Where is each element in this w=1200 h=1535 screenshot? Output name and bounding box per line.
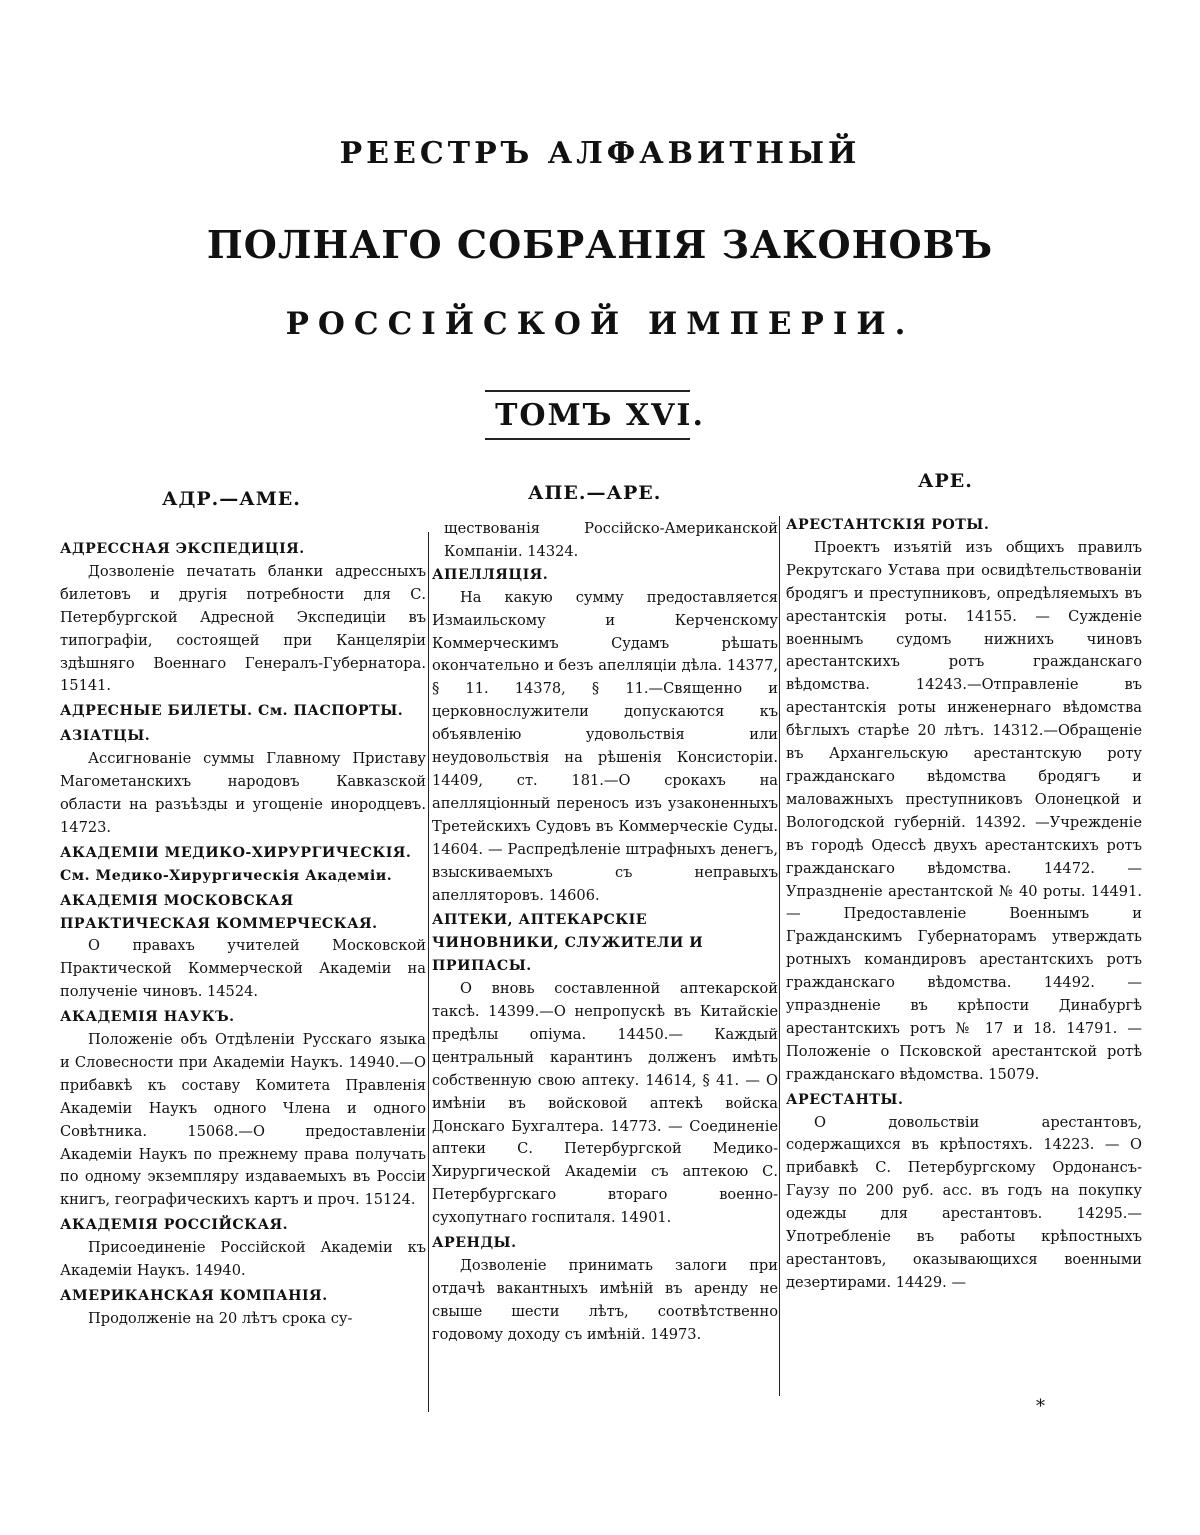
index-entry <box>60 1285 426 1331</box>
entry-body: Дозволеніе принимать залоги при отдачѣ вакантныхъ имѣній въ аренду не свыше шести лѣтъ, соотвѣтственно годовому доходу съ имѣній. 14973. <box>432 1257 778 1343</box>
entry-body: Положеніе объ Отдѣленіи Русскаго языка и Словесности при Академіи Наукъ. 14940.—О прибавкѣ къ составу Комитета Правленія Академіи Наукъ одного Члена и одного Совѣтника. 15068.—О предоставленіи Академіи Наукъ по прежнему права получать по одному экземпляру издаваемыхъ въ Россіи книгъ, географическихъ картъ и проч. 15124. <box>60 1031 426 1209</box>
index-entry <box>432 1232 778 1347</box>
tome-rule-top <box>485 390 690 392</box>
entry-heading: АКАДЕМІЯ РОССІЙСКАЯ. <box>60 1217 289 1234</box>
entry-heading: АРЕСТАНТЫ. <box>786 1091 904 1108</box>
entry-body: О довольствіи арестантовъ, содержащихся въ крѣпостяхъ. 14223. — О прибавкѣ С. Петербургскому Ордонансъ-Гаузу по 200 руб. асс. въ годъ на покупку одежды для арестантовъ. 14295.—Употребленіе въ работы крѣпостныхъ арестантовъ, оказывающихся военными дезертирами. 14429. — <box>786 1113 1142 1291</box>
entry-continuation: ществованія Россійско-Американской Компаніи. 14324. <box>444 520 778 560</box>
index-entry <box>60 725 426 840</box>
column-2-header: АПЕ.—АРЕ. <box>528 482 662 504</box>
index-entry <box>786 514 1142 1087</box>
index-entry <box>60 842 426 888</box>
entry-heading: АМЕРИКАНСКАЯ КОМПАНІЯ. <box>60 1288 328 1304</box>
entry-heading: АДРЕСНЫЕ БИЛЕТЫ. См. ПАСПОРТЫ. <box>60 703 404 720</box>
entry-body: Проектъ изъятій изъ общихъ правилъ Рекрутскаго Устава при освидѣтельствованіи бродягъ и преступниковъ, опредѣляемыхъ въ арестантскія роты. 14155. — Сужденіе военнымъ судомъ нижнихъ чиновъ арестантскихъ ротъ гражданскаго вѣдомства. 14243.—Отправленіе въ арестантскія роты инженернаго вѣдомства бѣглыхъ старѣе 20 лѣтъ. 14312.—Обращеніе въ Архангельскую арестантскую роту гражданскаго вѣдомства бродягъ и маловажныхъ преступниковъ Олонецкой и Вологодской губерній. 14392. —Учрежденіе въ городѣ Одессѣ двухъ арестантскихъ ротъ гражданскаго вѣдомства. 14472. — Упраздненіе арестантской № 40 роты. 14491. — Предоставленіе Военнымъ и Гражданскимъ Губернаторамъ утверждать ротныхъ командировъ арестантскихъ ротъ гражданскаго вѣдомства. 14492. — упраздненіе въ крѣпости Динабургѣ арестантскихъ ротъ № 17 и 18. 14791. —Положеніе о Псковской арестантской ротѣ гражданскаго вѣдомства. 15079. <box>786 538 1142 1083</box>
entry-body: Продолженіе на 20 лѣтъ срока су- <box>88 1309 353 1327</box>
entry-heading: АПТЕКИ, АПТЕКАРСКІЕ ЧИНОВНИКИ, СЛУЖИТЕЛИ И ПРИПАСЫ. <box>432 912 704 975</box>
entry-body: Ассигнованіе суммы Главному Приставу Магометанскихъ народовъ Кавказской области на разъѣзды и угощеніе инородцевъ. 14723. <box>60 750 426 836</box>
index-entry <box>60 700 426 723</box>
entry-heading: АРЕНДЫ. <box>432 1235 517 1252</box>
entry-heading: АКАДЕМІЯ НАУКЪ. <box>60 1009 235 1026</box>
column-2 <box>432 518 778 1349</box>
entry-heading: АКАДЕМІЯ МОСКОВСКАЯ ПРАКТИЧЕСКАЯ КОММЕРЧЕСКАЯ. <box>60 892 378 932</box>
entry-heading: АЗІАТЦЫ. <box>60 728 151 745</box>
entry-body: На какую сумму предоставляется Измаильскому и Керченскому Коммерческимъ Судамъ рѣшать окончательно и безъ апелляціи дѣла. 14377, § 11. 14378, § 11.—Священно и церковнослужители допускаются къ объявленію удовольствія или неудовольствія на рѣшенія Консисторіи. 14409, ст. 181.—О срокахъ на апелляціонный переносъ изъ узаконенныхъ Третейскихъ Судовъ въ Коммерческіе Суды. 14604. — Распредѣленіе штрафныхъ денегъ, взыскиваемыхъ съ неправыхъ апелляторовъ. 14606. <box>432 588 778 904</box>
entry-heading: АДРЕССНАЯ ЭКСПЕДИЦІЯ. <box>60 541 305 557</box>
entry-heading: АКАДЕМІИ МЕДИКО-ХИРУРГИЧЕСКІЯ. См. Медико-Хирургическія Академіи. <box>60 844 412 884</box>
index-entry <box>60 1006 426 1212</box>
index-entry <box>432 909 778 1230</box>
index-entry <box>60 890 426 1005</box>
index-entry <box>432 564 778 908</box>
column-1-header: АДР.—АМЕ. <box>162 488 301 510</box>
column-3-header: АРЕ. <box>918 470 973 492</box>
entry-heading: АПЕЛЛЯЦІЯ. <box>432 566 549 583</box>
index-entry <box>786 1089 1142 1295</box>
index-entry <box>60 1214 426 1283</box>
tome-number: ТОМЪ XVI. <box>495 398 705 433</box>
entry-heading: АРЕСТАНТСКІЯ РОТЫ. <box>786 517 990 533</box>
entry-body: О правахъ учителей Московской Практической Коммерческой Академіи на полученіе чиновъ. 14524. <box>60 937 426 1001</box>
title-line-2: ПОЛНАГО СОБРАНІЯ ЗАКОНОВЪ <box>206 222 994 267</box>
title-line-3: РОССІЙСКОЙ ИМПЕРІИ. <box>285 306 915 342</box>
entry-body: О вновь составленной аптекарской таксѣ. 14399.—О непропускѣ въ Китайскіе предѣлы опіума. 14450.— Каждый центральный карантинъ долженъ имѣть собственную свою аптеку. 14614, § 41. — О имѣніи въ войсковой аптекѣ войска Донскаго Бухгалтера. 14773. — Соединеніе аптеки С. Петербургской Медико-Хирургической Академіи съ аптекою С. Петербургскаго втораго военно-сухопутнаго госпиталя. 14901. <box>432 980 778 1227</box>
column-divider-1 <box>428 532 429 1412</box>
entry-body: Дозволеніе печатать бланки адресcныхъ билетовъ и другія потребности для С. Петербургской Адресной Экспедиціи въ типографіи, состоящей при Канцеляріи здѣшняго Военнаго Генералъ-Губернатора. 15141. <box>60 562 426 695</box>
column-3 <box>786 514 1142 1297</box>
tome-rule-bottom <box>485 438 690 440</box>
footer-asterisk: * <box>1036 1396 1045 1417</box>
index-entry <box>60 538 426 698</box>
entry-body: Присоединеніе Россійской Академіи къ Академіи Наукъ. 14940. <box>60 1239 426 1280</box>
title-line-1: РЕЕСТРЪ АЛФАВИТНЫЙ <box>339 136 861 171</box>
column-divider-2 <box>779 516 780 1396</box>
column-1 <box>60 538 426 1333</box>
